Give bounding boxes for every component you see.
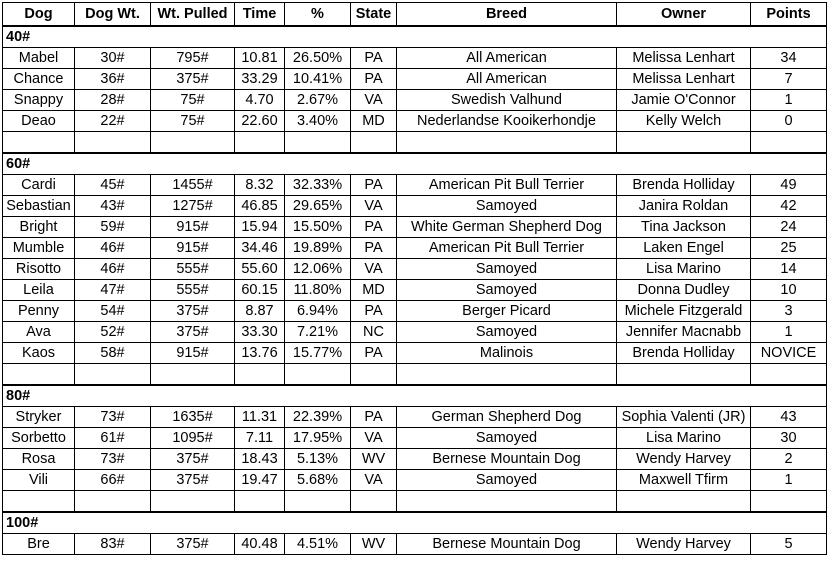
table-body <box>3 26 827 555</box>
spacer-cell <box>351 132 397 154</box>
cell-percent: 5.68% <box>285 470 351 491</box>
cell-time: 18.43 <box>235 449 285 470</box>
cell-dog: Leila <box>3 280 75 301</box>
cell-dog: Sebastian <box>3 196 75 217</box>
spacer-cell <box>151 132 235 154</box>
cell-breed: German Shepherd Dog <box>397 407 617 428</box>
cell-time: 15.94 <box>235 217 285 238</box>
cell-weight-pulled: 375# <box>151 322 235 343</box>
cell-state: WV <box>351 534 397 555</box>
cell-percent: 29.65% <box>285 196 351 217</box>
table-row <box>3 196 827 217</box>
spacer-cell <box>617 132 751 154</box>
spacer-cell <box>75 491 151 513</box>
cell-points: 5 <box>751 534 827 555</box>
cell-time: 13.76 <box>235 343 285 364</box>
cell-owner: Brenda Holliday <box>617 175 751 196</box>
cell-weight-pulled: 915# <box>151 238 235 259</box>
cell-time: 19.47 <box>235 470 285 491</box>
cell-time: 8.32 <box>235 175 285 196</box>
cell-percent: 4.51% <box>285 534 351 555</box>
cell-points: 10 <box>751 280 827 301</box>
table-row <box>3 175 827 196</box>
cell-dog-weight: 43# <box>75 196 151 217</box>
cell-time: 22.60 <box>235 111 285 132</box>
cell-points: 14 <box>751 259 827 280</box>
cell-points: 1 <box>751 322 827 343</box>
cell-dog: Mabel <box>3 48 75 69</box>
cell-points: 42 <box>751 196 827 217</box>
cell-percent: 11.80% <box>285 280 351 301</box>
cell-percent: 12.06% <box>285 259 351 280</box>
cell-weight-pulled: 1275# <box>151 196 235 217</box>
cell-percent: 15.50% <box>285 217 351 238</box>
cell-dog-weight: 58# <box>75 343 151 364</box>
spacer-cell <box>235 132 285 154</box>
cell-dog-weight: 73# <box>75 407 151 428</box>
table-row <box>3 48 827 69</box>
cell-state: PA <box>351 238 397 259</box>
cell-state: MD <box>351 111 397 132</box>
cell-dog-weight: 46# <box>75 259 151 280</box>
table-row <box>3 69 827 90</box>
cell-dog-weight: 30# <box>75 48 151 69</box>
cell-time: 10.81 <box>235 48 285 69</box>
cell-breed: Samoyed <box>397 322 617 343</box>
cell-owner: Laken Engel <box>617 238 751 259</box>
spacer-cell <box>151 364 235 386</box>
cell-dog: Mumble <box>3 238 75 259</box>
table-row <box>3 449 827 470</box>
weight-class-header <box>3 153 827 175</box>
spacer-cell <box>751 132 827 154</box>
table-row <box>3 322 827 343</box>
table-row <box>3 470 827 491</box>
cell-dog: Rosa <box>3 449 75 470</box>
table-row <box>3 217 827 238</box>
cell-state: PA <box>351 301 397 322</box>
table-row <box>3 343 827 364</box>
cell-dog-weight: 73# <box>75 449 151 470</box>
cell-dog-weight: 22# <box>75 111 151 132</box>
cell-points: 0 <box>751 111 827 132</box>
header-owner: Owner <box>617 3 751 27</box>
cell-owner: Brenda Holliday <box>617 343 751 364</box>
table-row <box>3 301 827 322</box>
spacer-cell <box>617 491 751 513</box>
cell-owner: Jamie O'Connor <box>617 90 751 111</box>
cell-breed: American Pit Bull Terrier <box>397 238 617 259</box>
cell-state: PA <box>351 407 397 428</box>
cell-points: 24 <box>751 217 827 238</box>
cell-breed: Samoyed <box>397 259 617 280</box>
cell-time: 55.60 <box>235 259 285 280</box>
spacer-cell <box>351 364 397 386</box>
weight-class-header <box>3 26 827 48</box>
cell-weight-pulled: 1095# <box>151 428 235 449</box>
cell-breed: Bernese Mountain Dog <box>397 449 617 470</box>
cell-dog-weight: 45# <box>75 175 151 196</box>
spacer-cell <box>285 132 351 154</box>
cell-state: WV <box>351 449 397 470</box>
spacer-cell <box>285 364 351 386</box>
table-row <box>3 428 827 449</box>
cell-breed: Nederlandse Kooikerhondje <box>397 111 617 132</box>
spacer-cell <box>397 364 617 386</box>
cell-time: 34.46 <box>235 238 285 259</box>
spacer-cell <box>3 132 75 154</box>
cell-dog: Deao <box>3 111 75 132</box>
cell-time: 46.85 <box>235 196 285 217</box>
spacer-cell <box>3 491 75 513</box>
cell-owner: Janira Roldan <box>617 196 751 217</box>
cell-weight-pulled: 915# <box>151 217 235 238</box>
cell-time: 60.15 <box>235 280 285 301</box>
cell-time: 11.31 <box>235 407 285 428</box>
cell-points: 7 <box>751 69 827 90</box>
cell-dog: Risotto <box>3 259 75 280</box>
cell-weight-pulled: 1635# <box>151 407 235 428</box>
table-row <box>3 259 827 280</box>
cell-weight-pulled: 555# <box>151 259 235 280</box>
cell-weight-pulled: 75# <box>151 111 235 132</box>
cell-time: 7.11 <box>235 428 285 449</box>
cell-percent: 7.21% <box>285 322 351 343</box>
spacer-cell <box>351 491 397 513</box>
cell-weight-pulled: 375# <box>151 534 235 555</box>
cell-breed: All American <box>397 48 617 69</box>
cell-dog: Ava <box>3 322 75 343</box>
cell-points: 1 <box>751 90 827 111</box>
cell-state: VA <box>351 259 397 280</box>
header-row <box>3 3 827 27</box>
cell-percent: 19.89% <box>285 238 351 259</box>
cell-percent: 10.41% <box>285 69 351 90</box>
cell-state: VA <box>351 428 397 449</box>
header-dog-weight: Dog Wt. <box>75 3 151 27</box>
spacer-cell <box>75 132 151 154</box>
spacer-cell <box>751 364 827 386</box>
table-row <box>3 280 827 301</box>
table-row <box>3 534 827 555</box>
cell-weight-pulled: 915# <box>151 343 235 364</box>
cell-breed: Berger Picard <box>397 301 617 322</box>
cell-points: 25 <box>751 238 827 259</box>
cell-breed: Swedish Valhund <box>397 90 617 111</box>
cell-weight-pulled: 375# <box>151 470 235 491</box>
spacer-cell <box>235 364 285 386</box>
cell-points: 49 <box>751 175 827 196</box>
cell-owner: Donna Dudley <box>617 280 751 301</box>
spacer-cell <box>397 132 617 154</box>
spacer-cell <box>75 364 151 386</box>
cell-points: NOVICE <box>751 343 827 364</box>
cell-dog-weight: 52# <box>75 322 151 343</box>
cell-points: 2 <box>751 449 827 470</box>
weight-class-label: 100# <box>3 512 827 534</box>
weight-class-header <box>3 385 827 407</box>
weight-class-header <box>3 512 827 534</box>
cell-percent: 17.95% <box>285 428 351 449</box>
cell-owner: Maxwell Tfirm <box>617 470 751 491</box>
cell-dog-weight: 36# <box>75 69 151 90</box>
header-dog: Dog <box>3 3 75 27</box>
cell-dog-weight: 47# <box>75 280 151 301</box>
cell-owner: Lisa Marino <box>617 428 751 449</box>
cell-points: 43 <box>751 407 827 428</box>
spacer-cell <box>3 364 75 386</box>
header-weight-pulled: Wt. Pulled <box>151 3 235 27</box>
spacer-cell <box>617 364 751 386</box>
cell-time: 8.87 <box>235 301 285 322</box>
cell-owner: Wendy Harvey <box>617 449 751 470</box>
cell-dog-weight: 59# <box>75 217 151 238</box>
cell-dog-weight: 28# <box>75 90 151 111</box>
cell-weight-pulled: 75# <box>151 90 235 111</box>
cell-dog: Chance <box>3 69 75 90</box>
cell-percent: 5.13% <box>285 449 351 470</box>
cell-state: PA <box>351 69 397 90</box>
header-state: State <box>351 3 397 27</box>
cell-points: 3 <box>751 301 827 322</box>
cell-dog: Sorbetto <box>3 428 75 449</box>
cell-owner: Tina Jackson <box>617 217 751 238</box>
cell-state: PA <box>351 48 397 69</box>
header-time: Time <box>235 3 285 27</box>
cell-state: PA <box>351 217 397 238</box>
cell-percent: 22.39% <box>285 407 351 428</box>
cell-percent: 2.67% <box>285 90 351 111</box>
cell-state: MD <box>351 280 397 301</box>
cell-state: PA <box>351 343 397 364</box>
cell-state: NC <box>351 322 397 343</box>
cell-owner: Kelly Welch <box>617 111 751 132</box>
weight-class-label: 60# <box>3 153 827 175</box>
cell-weight-pulled: 375# <box>151 69 235 90</box>
header-percent: % <box>285 3 351 27</box>
cell-weight-pulled: 795# <box>151 48 235 69</box>
table-row <box>3 238 827 259</box>
spacer-cell <box>151 491 235 513</box>
cell-dog-weight: 54# <box>75 301 151 322</box>
cell-owner: Wendy Harvey <box>617 534 751 555</box>
cell-breed: Samoyed <box>397 280 617 301</box>
cell-state: PA <box>351 175 397 196</box>
cell-percent: 32.33% <box>285 175 351 196</box>
cell-owner: Melissa Lenhart <box>617 48 751 69</box>
results-table <box>2 2 827 555</box>
cell-dog: Vili <box>3 470 75 491</box>
cell-dog: Penny <box>3 301 75 322</box>
spacer-cell <box>751 491 827 513</box>
cell-state: VA <box>351 90 397 111</box>
cell-breed: American Pit Bull Terrier <box>397 175 617 196</box>
cell-weight-pulled: 1455# <box>151 175 235 196</box>
cell-owner: Lisa Marino <box>617 259 751 280</box>
cell-dog-weight: 46# <box>75 238 151 259</box>
cell-dog-weight: 66# <box>75 470 151 491</box>
cell-dog: Kaos <box>3 343 75 364</box>
cell-dog: Bright <box>3 217 75 238</box>
cell-breed: Bernese Mountain Dog <box>397 534 617 555</box>
cell-owner: Jennifer Macnabb <box>617 322 751 343</box>
cell-percent: 6.94% <box>285 301 351 322</box>
spacer-row <box>3 364 827 386</box>
cell-time: 40.48 <box>235 534 285 555</box>
cell-dog-weight: 61# <box>75 428 151 449</box>
cell-dog-weight: 83# <box>75 534 151 555</box>
spacer-cell <box>285 491 351 513</box>
cell-owner: Melissa Lenhart <box>617 69 751 90</box>
cell-dog: Snappy <box>3 90 75 111</box>
spacer-cell <box>235 491 285 513</box>
cell-percent: 3.40% <box>285 111 351 132</box>
cell-time: 33.29 <box>235 69 285 90</box>
cell-points: 34 <box>751 48 827 69</box>
spacer-row <box>3 132 827 154</box>
table-row <box>3 407 827 428</box>
cell-time: 33.30 <box>235 322 285 343</box>
table-row <box>3 90 827 111</box>
cell-breed: Malinois <box>397 343 617 364</box>
header-breed: Breed <box>397 3 617 27</box>
cell-points: 1 <box>751 470 827 491</box>
spacer-cell <box>397 491 617 513</box>
cell-time: 4.70 <box>235 90 285 111</box>
header-points: Points <box>751 3 827 27</box>
cell-percent: 15.77% <box>285 343 351 364</box>
cell-breed: Samoyed <box>397 196 617 217</box>
cell-owner: Sophia Valenti (JR) <box>617 407 751 428</box>
cell-breed: Samoyed <box>397 470 617 491</box>
cell-weight-pulled: 375# <box>151 449 235 470</box>
cell-weight-pulled: 555# <box>151 280 235 301</box>
cell-state: VA <box>351 470 397 491</box>
weight-class-label: 80# <box>3 385 827 407</box>
spacer-row <box>3 491 827 513</box>
cell-dog: Bre <box>3 534 75 555</box>
cell-breed: All American <box>397 69 617 90</box>
table-row <box>3 111 827 132</box>
cell-weight-pulled: 375# <box>151 301 235 322</box>
cell-dog: Stryker <box>3 407 75 428</box>
cell-breed: Samoyed <box>397 428 617 449</box>
cell-points: 30 <box>751 428 827 449</box>
cell-owner: Michele Fitzgerald <box>617 301 751 322</box>
cell-percent: 26.50% <box>285 48 351 69</box>
cell-dog: Cardi <box>3 175 75 196</box>
weight-class-label: 40# <box>3 26 827 48</box>
cell-breed: White German Shepherd Dog <box>397 217 617 238</box>
cell-state: VA <box>351 196 397 217</box>
